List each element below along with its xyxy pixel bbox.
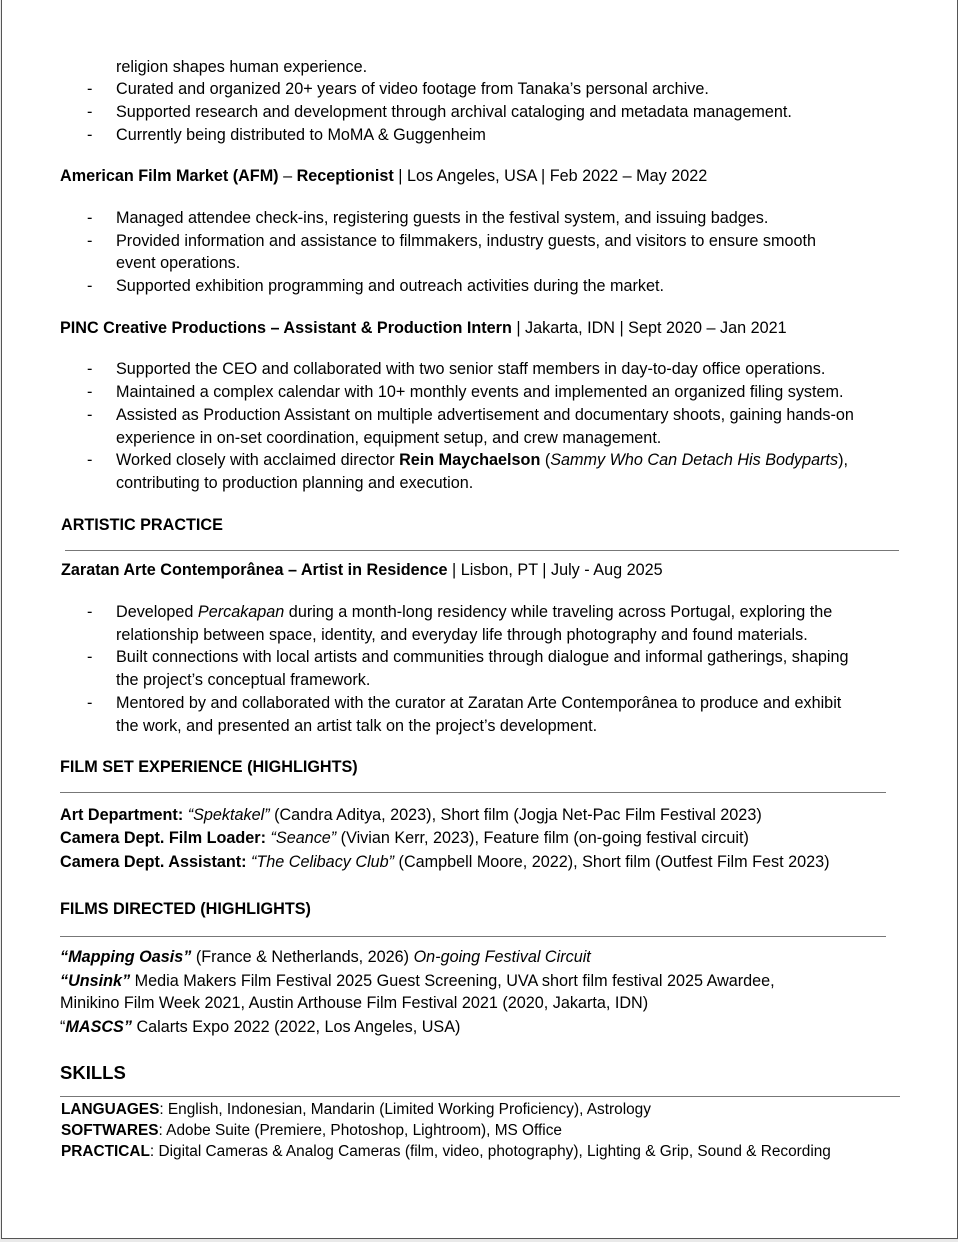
skill-label: SOFTWARES	[61, 1122, 159, 1139]
section-heading-film-set: FILM SET EXPERIENCE (HIGHLIGHTS)	[60, 758, 358, 776]
skill-value: : Digital Cameras & Analog Cameras (film, video, photography), Lighting & Grip, Sound & Recording	[149, 1143, 831, 1160]
residency-bullet-continued: relationship between space, identity, and everyday life through photography and found materials.	[116, 626, 808, 644]
resume-page	[1, 0, 958, 1239]
separator: |	[511, 319, 526, 337]
afm-bullet: Provided information and assistance to filmmakers, industry guests, and visitors to ensure smooth	[116, 232, 816, 250]
role-label: Camera Dept. Assistant:	[60, 853, 247, 871]
bullet-marker: -	[87, 648, 93, 666]
section-heading-artistic: ARTISTIC PRACTICE	[61, 516, 223, 534]
bullet-marker: -	[87, 209, 93, 227]
afm-bullet: Supported exhibition programming and outreach activities during the market.	[116, 277, 664, 295]
text: ),	[838, 451, 849, 469]
residency-details: Lisbon, PT | July - Aug 2025	[460, 561, 663, 579]
film-title: “Spektakel”	[187, 806, 270, 824]
section-divider	[60, 936, 886, 937]
bullet-marker: -	[87, 694, 93, 712]
bullet-marker: -	[87, 383, 93, 401]
section-divider	[60, 792, 886, 793]
directed-film-row	[60, 1016, 460, 1038]
afm-bullet-continued: event operations.	[116, 254, 241, 272]
bullet-marker: -	[87, 451, 93, 469]
skill-row	[61, 1142, 831, 1162]
afm-details: Los Angeles, USA | Feb 2022 – May 2022	[406, 167, 708, 185]
film-details: Calarts Expo 2022 (2022, Los Angeles, USA)	[131, 1018, 461, 1036]
separator: |	[393, 167, 407, 185]
residency-bullet-continued: the project’s conceptual framework.	[116, 671, 371, 689]
section-divider	[65, 550, 899, 551]
skill-value: : English, Indonesian, Mandarin (Limited Working Proficiency), Astrology	[159, 1101, 651, 1118]
archive-bullet: Currently being distributed to MoMA & Guggenheim	[116, 126, 486, 144]
film-status: On-going Festival Circuit	[413, 948, 591, 966]
bullet-marker: -	[87, 277, 93, 295]
archive-bullet: Supported research and development through archival cataloging and metadata management.	[116, 103, 792, 121]
afm-org: American Film Market (AFM)	[60, 167, 279, 185]
skill-row	[61, 1100, 651, 1120]
film-title: “Seance”	[270, 829, 337, 847]
directed-film-row	[60, 970, 775, 992]
role-label: Camera Dept. Film Loader:	[60, 829, 266, 847]
director-name: Rein Maychaelson	[399, 451, 541, 469]
bullet-marker: -	[87, 406, 93, 424]
film-set-row	[60, 851, 829, 873]
bullet-marker: -	[87, 126, 93, 144]
film-details: (Campbell Moore, 2022), Short film (Outfest Film Fest 2023)	[394, 853, 830, 871]
afm-bullet: Managed attendee check-ins, registering guests in the festival system, and issuing badges.	[116, 209, 769, 227]
text: Developed	[116, 603, 198, 621]
pinc-title: PINC Creative Productions – Assistant & Production Intern	[60, 319, 512, 337]
film-title: “Unsink”	[60, 972, 131, 990]
film-details: (Vivian Kerr, 2023), Feature film (on-going festival circuit)	[336, 829, 749, 847]
bullet-marker: -	[87, 603, 93, 621]
residency-heading	[61, 559, 663, 581]
residency-bullet: Mentored by and collaborated with the curator at Zaratan Arte Contemporânea to produce and exhibit	[116, 694, 842, 712]
pinc-heading	[60, 317, 787, 339]
role-label: Art Department:	[60, 806, 184, 824]
quote-mark: “	[60, 1018, 66, 1036]
section-heading-skills: SKILLS	[60, 1062, 126, 1083]
residency-bullet-continued: the work, and presented an artist talk on the project’s development.	[116, 717, 598, 735]
archive-bullet-continued: religion shapes human experience.	[116, 58, 368, 76]
afm-heading	[60, 165, 707, 187]
film-set-row	[60, 827, 749, 849]
pinc-bullet: Maintained a complex calendar with 10+ monthly events and implemented an organized filing system.	[116, 383, 844, 401]
film-details: (Candra Aditya, 2023), Short film (Jogja Net-Pac Film Festival 2023)	[269, 806, 762, 824]
film-title: MASCS”	[65, 1018, 132, 1036]
afm-dash: –	[278, 167, 297, 185]
section-heading-films-directed: FILMS DIRECTED (HIGHLIGHTS)	[60, 900, 311, 918]
film-title: “Mapping Oasis”	[60, 948, 192, 966]
section-divider	[60, 1096, 900, 1097]
film-details: (France & Netherlands, 2026)	[191, 948, 414, 966]
residency-bullet	[116, 601, 832, 623]
bullet-marker: -	[87, 80, 93, 98]
bullet-marker: -	[87, 232, 93, 250]
afm-role: Receptionist	[296, 167, 394, 185]
text: Worked closely with acclaimed director	[116, 451, 400, 469]
residency-bullet: Built connections with local artists and communities through dialogue and informal gatherings, shaping	[116, 648, 849, 666]
bullet-marker: -	[87, 103, 93, 121]
residency-title: Zaratan Arte Contemporânea – Artist in Residence	[61, 561, 448, 579]
directed-film-row-continued: Minikino Film Week 2021, Austin Arthouse Film Festival 2021 (2020, Jakarta, IDN)	[60, 994, 649, 1012]
skill-label: PRACTICAL	[61, 1143, 150, 1160]
skill-row	[61, 1121, 562, 1141]
skill-value: : Adobe Suite (Premiere, Photoshop, Lightroom), MS Office	[158, 1122, 562, 1139]
pinc-bullet: Supported the CEO and collaborated with two senior staff members in day-to-day office operations.	[116, 360, 826, 378]
film-title: “The Celibacy Club”	[251, 853, 395, 871]
directed-film-row	[60, 946, 591, 968]
pinc-details: Jakarta, IDN | Sept 2020 – Jan 2021	[525, 319, 787, 337]
bullet-marker: -	[87, 360, 93, 378]
film-title: Sammy Who Can Detach His Bodyparts	[550, 451, 839, 469]
archive-bullet: Curated and organized 20+ years of video footage from Tanaka’s personal archive.	[116, 80, 709, 98]
film-details: Media Makers Film Festival 2025 Guest Screening, UVA short film festival 2025 Awardee,	[130, 972, 775, 990]
separator: |	[447, 561, 461, 579]
pinc-bullet-continued: contributing to production planning and execution.	[116, 474, 474, 492]
work-title: Percakapan	[197, 603, 285, 621]
text: (	[540, 451, 551, 469]
skill-label: LANGUAGES	[61, 1101, 160, 1118]
pinc-bullet-director	[116, 449, 848, 471]
film-set-row	[60, 804, 762, 826]
text: during a month-long residency while traveling across Portugal, exploring the	[284, 603, 833, 621]
pinc-bullet: Assisted as Production Assistant on multiple advertisement and documentary shoots, gaining hands-on	[116, 406, 854, 424]
pinc-bullet-continued: experience in on-set coordination, equipment setup, and crew management.	[116, 429, 662, 447]
